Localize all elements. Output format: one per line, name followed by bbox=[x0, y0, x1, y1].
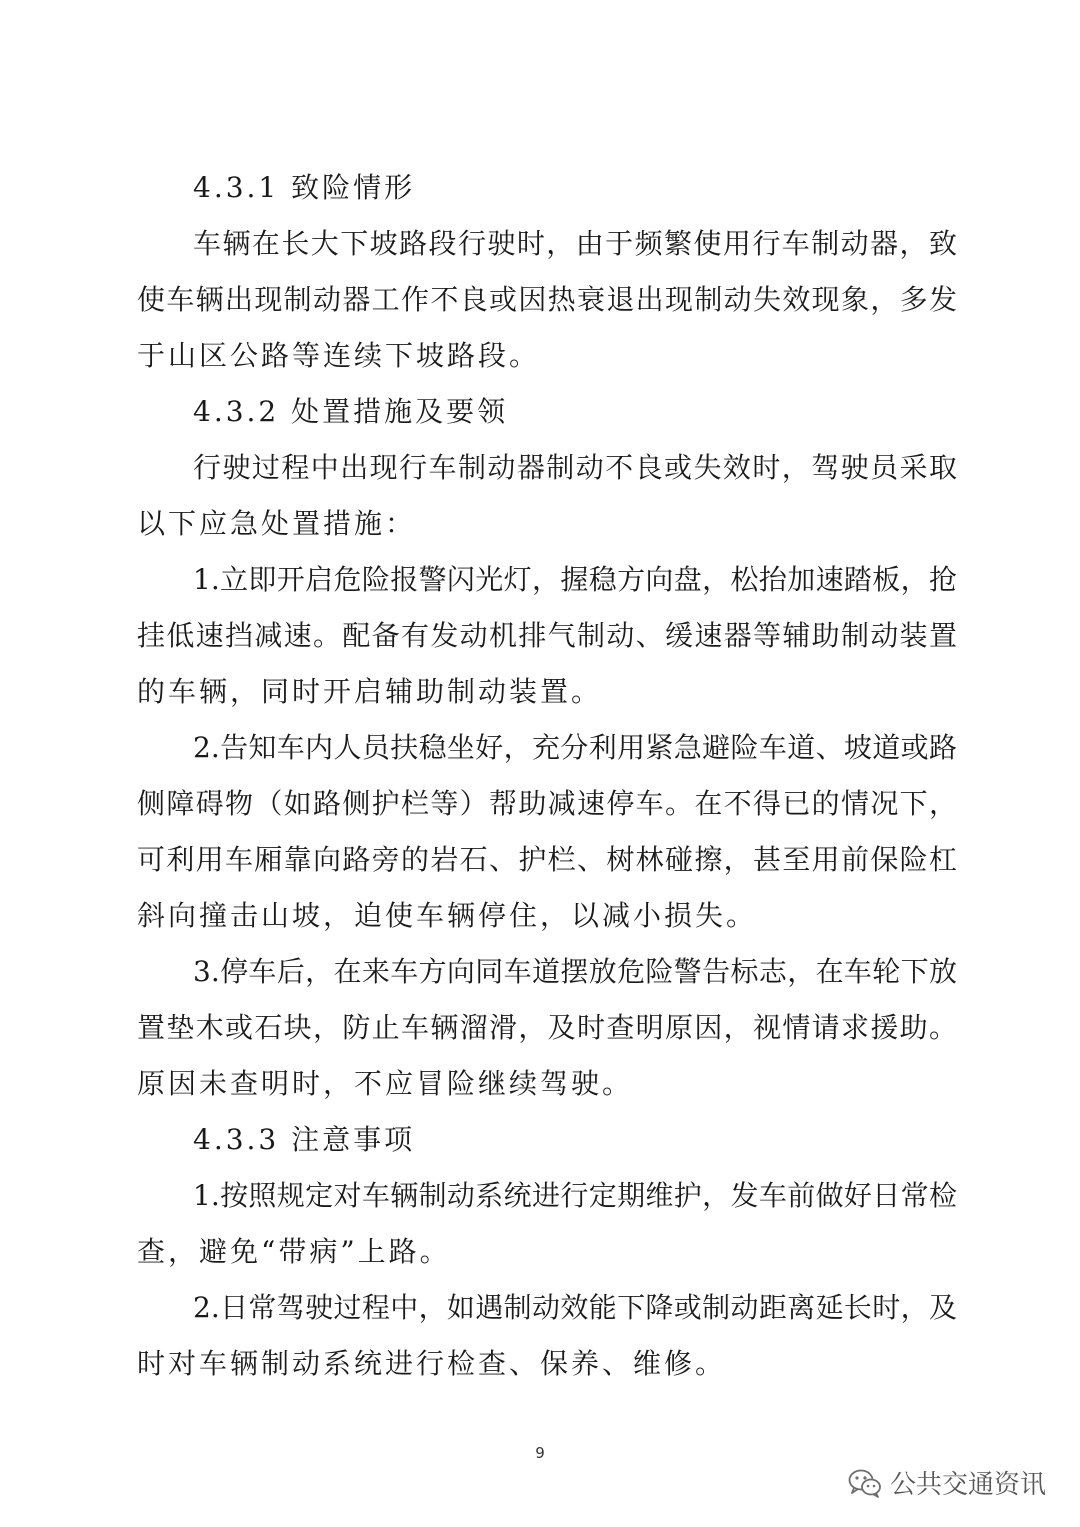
list-item-line: 时对车辆制动系统进行检查、保养、维修。 bbox=[137, 1347, 727, 1380]
list-item-line: 1.按照规定对车辆制动系统进行定期维护，发车前做好日常检 bbox=[193, 1179, 957, 1212]
paragraph-line: 车辆在长大下坡路段行驶时，由于频繁使用行车制动器，致 bbox=[193, 227, 957, 260]
page-number: 9 bbox=[535, 1444, 545, 1462]
list-item-line: 查，避免“带病”上路。 bbox=[137, 1235, 451, 1268]
paragraph-line: 于山区公路等连续下坡路段。 bbox=[137, 339, 541, 372]
list-item-line: 侧障碍物（如路侧护栏等）帮助减速停车。在不得已的情况下， bbox=[137, 787, 957, 820]
wechat-icon bbox=[848, 1468, 882, 1498]
list-item-line: 斜向撞击山坡，迫使车辆停住，以减小损失。 bbox=[137, 899, 758, 932]
paragraph-line: 以下应急处置措施： bbox=[137, 507, 417, 540]
list-item-line: 置垫木或石块，防止车辆溜滑，及时查明原因，视情请求援助。 bbox=[137, 1011, 957, 1044]
list-item-line: 可利用车厢靠向路旁的岩石、护栏、树林碰擦，甚至用前保险杠 bbox=[137, 843, 957, 876]
watermark bbox=[848, 1464, 1046, 1501]
list-item-line: 1.立即开启危险报警闪光灯，握稳方向盘，松抬加速踏板，抢 bbox=[193, 563, 957, 596]
section-heading-4-3-2: 4.3.2 处置措施及要领 bbox=[193, 395, 509, 428]
list-item-line: 3.停车后，在来车方向同车道摆放危险警告标志，在车轮下放 bbox=[193, 955, 957, 988]
watermark-text: 公共交通资讯 bbox=[889, 1470, 1046, 1500]
list-item-line: 的车辆，同时开启辅助制动装置。 bbox=[137, 675, 603, 708]
paragraph-line: 行驶过程中出现行车制动器制动不良或失效时，驾驶员采取 bbox=[193, 451, 957, 484]
paragraph-line: 使车辆出现制动器工作不良或因热衰退出现制动失效现象，多发 bbox=[137, 283, 957, 316]
section-heading-4-3-3: 4.3.3 注意事项 bbox=[193, 1123, 416, 1156]
section-heading-4-3-1: 4.3.1 致险情形 bbox=[193, 171, 416, 204]
list-item-line: 原因未查明时，不应冒险继续驾驶。 bbox=[137, 1067, 634, 1100]
list-item-line: 2.告知车内人员扶稳坐好，充分利用紧急避险车道、坡道或路 bbox=[193, 731, 957, 764]
list-item-line: 挂低速挡减速。配备有发动机排气制动、缓速器等辅助制动装置 bbox=[137, 619, 957, 652]
list-item-line: 2.日常驾驶过程中，如遇制动效能下降或制动距离延长时，及 bbox=[193, 1291, 957, 1324]
